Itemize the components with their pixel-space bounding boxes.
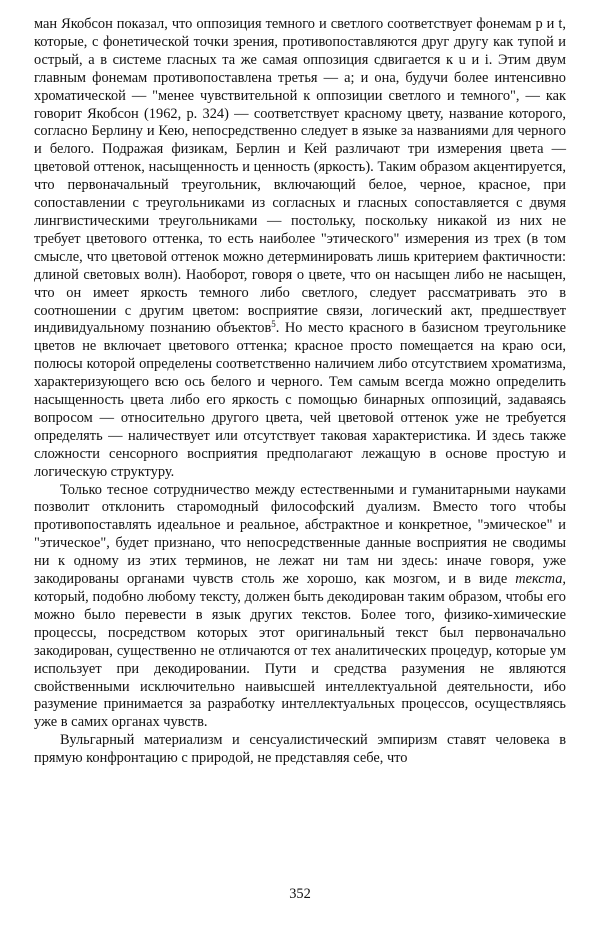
paragraph-2-text-a: Только тесное сотрудничество между естественными и гуманитарными науками позволит отклонить старомодный философский дуализм. Вместо того чтобы противопоставлять идеальное и реальное, абстрактное и конкретное, "эмическое" и "этическое", будет признано, что непосредственные данные восприятия не сводимы ни к одному из этих терминов, не лежат ни там ни здесь: иначе говоря, уже закодированы органами чувств столь же хорошо, как мозгом, и в виде: [34, 481, 566, 588]
page-body: [34, 16, 566, 768]
paragraph-2: [34, 482, 566, 733]
footnote-marker: 5: [271, 319, 276, 330]
paragraph-1: [34, 16, 566, 482]
paragraph-1-text-b: . Но место красного в базисном треугольнике цветов не включает цветового оттенка; красное просто помещается на краю оси, полюсы которой определены соответственно наличием либо отсутствием хроматизма, характеризующего всю ось белого и черного. Тем самым всегда можно определить насыщенность цвета либо его яркость с помощью бинарных оппозиций, задаваясь вопросом — относительно другого цвета, чей цветовой оттенок уже не требуется определять — наличествует или отсутствует таковая характеристика. И здесь также сложности сенсорного восприятия предполагают лежащую в основе простую и логическую структуру.: [34, 320, 567, 480]
page-number: 352: [289, 886, 311, 902]
paragraph-3: [34, 732, 566, 768]
paragraph-3-text: Вульгарный материализм и сенсуалистический эмпиризм ставят человека в прямую конфронтацию с природой, не представляя себе, что: [34, 732, 566, 767]
paragraph-1-text-a: ман Якобсон показал, что оппозиция темного и светлого соответствует фонемам p и t, которые, с фонетической точки зрения, противопоставляются друг другу как тупой и острый, а в системе гласных та же самая оппозиция сдвигается к u и i. Этим двум главным фонемам противопоставлена третья — a; и она, будучи более интенсивно хроматической — "менее чувствительной к оппозиции светлого и темного", — как говорит Якобсон (1962, р. 324) — соответствует красному цвету, название которого, согласно Берлину и Кею, непосредственно следует в языке за названиями для черного и белого. Подражая физикам, Берлин и Кей различают три измерения цвета — цветовой оттенок, насыщенность и ценность (яркость). Таким образом акцентируется, что первоначальный треугольник, включающий белое, черное, красное, при сопоставлении с треугольниками из согласных и гласных сопоставляется с двумя лингвистическими треугольниками — постольку, поскольку никакой из них не требует цветового оттенка, то есть наиболее "этического" измерения из трех (в том смысле, что цветовой оттенок можно детерминировать лишь критерием фактичности: длиной световых волн). Наоборот, говоря о цвете, что он насыщен либо не насыщен, что он имеет яркость темного либо светлого, следует рассматривать это в соотношении с другим цветом: восприятие связи, логический акт, предшествует индивидуальному познанию объектов: [34, 16, 566, 337]
paragraph-2-text-b: который, подобно любому тексту, должен быть декодирован таким образом, чтобы его можно было перевести в язык других текстов. Более того, физико-химические процессы, посредством которых этот оригинальный текст был первоначально закодирован, существенно не отличаются от тех аналитических процедур, которые ум использует при декодировании. Пути и средства разумения не являются свойственными исключительно наивысшей интеллектуальной деятельности, ибо разумение принимается за разработку интеллектуальных процессов, осуществляясь уже в самих органах чувств.: [34, 589, 566, 731]
paragraph-2-italic-word: текста,: [515, 571, 566, 588]
